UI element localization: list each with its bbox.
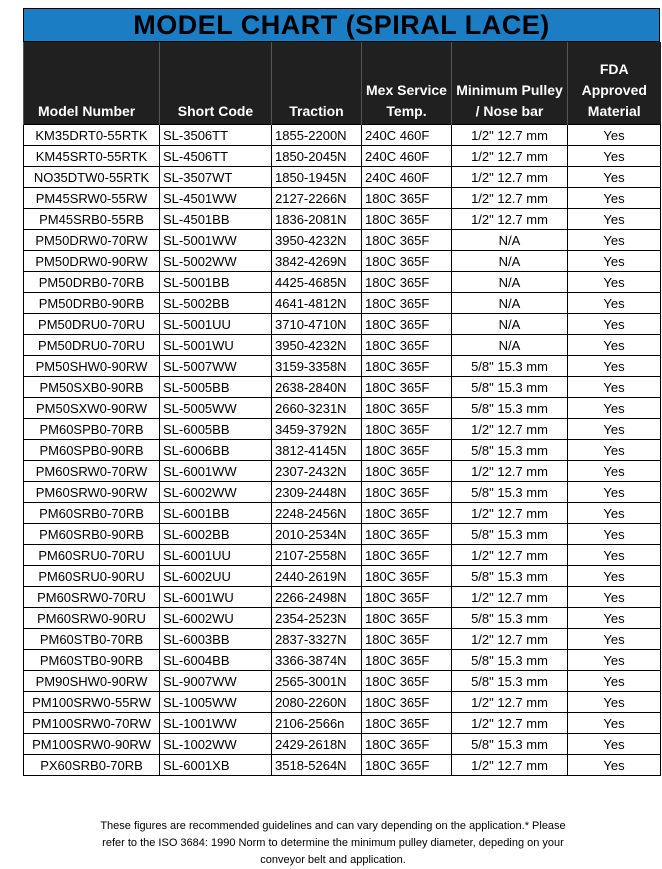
model-number-cell: PM100SRW0-70RW [24,713,160,734]
minimum-pulley-cell: 5/8" 15.3 mm [452,440,568,461]
traction-cell: 2309-2448N [272,482,362,503]
short-code-cell: SL-6001WU [160,587,272,608]
minimum-pulley-cell: N/A [452,293,568,314]
model-number-cell: PM50DRB0-90RB [24,293,160,314]
short-code-cell: SL-3507WT [160,167,272,188]
traction-cell: 3710-4710N [272,314,362,335]
service-temp-cell: 180C 365F [362,419,452,440]
model-number-cell: PM50SXB0-90RB [24,377,160,398]
traction-cell: 3950-4232N [272,335,362,356]
minimum-pulley-cell: 5/8" 15.3 mm [452,608,568,629]
service-temp-cell: 180C 365F [362,650,452,671]
fda-approved-cell: Yes [568,188,661,209]
model-number-cell: PM50DRW0-90RW [24,251,160,272]
header-minimum-pulley: Minimum Pulley / Nose bar [452,42,568,125]
minimum-pulley-cell: N/A [452,314,568,335]
service-temp-cell: 180C 365F [362,251,452,272]
traction-cell: 2248-2456N [272,503,362,524]
model-number-cell: PM60SRU0-70RU [24,545,160,566]
table-row [24,188,661,209]
traction-cell: 4641-4812N [272,293,362,314]
table-row [24,272,661,293]
service-temp-cell: 180C 365F [362,524,452,545]
short-code-cell: SL-6001XB [160,755,272,776]
short-code-cell: SL-6001WW [160,461,272,482]
table-row [24,566,661,587]
table-row [24,377,661,398]
table-row [24,230,661,251]
table-row [24,419,661,440]
table-header-row [24,42,661,125]
minimum-pulley-cell: N/A [452,251,568,272]
minimum-pulley-cell: 5/8" 15.3 mm [452,482,568,503]
model-number-cell: PM45SRW0-55RW [24,188,160,209]
short-code-cell: SL-6002WU [160,608,272,629]
model-number-cell: PM60SRB0-90RB [24,524,160,545]
fda-approved-cell: Yes [568,125,661,146]
short-code-cell: SL-5007WW [160,356,272,377]
model-number-cell: KM45SRT0-55RTK [24,146,160,167]
minimum-pulley-cell: N/A [452,272,568,293]
service-temp-cell: 180C 365F [362,314,452,335]
service-temp-cell: 180C 365F [362,377,452,398]
short-code-cell: SL-6002UU [160,566,272,587]
table-row [24,629,661,650]
traction-cell: 1850-2045N [272,146,362,167]
traction-cell: 1836-2081N [272,209,362,230]
traction-cell: 1850-1945N [272,167,362,188]
fda-approved-cell: Yes [568,608,661,629]
table-row [24,356,661,377]
table-body [24,125,661,776]
fda-approved-cell: Yes [568,461,661,482]
short-code-cell: SL-9007WW [160,671,272,692]
minimum-pulley-cell: N/A [452,230,568,251]
table-row [24,524,661,545]
header-model-number: Model Number [24,42,160,125]
traction-cell: 2354-2523N [272,608,362,629]
table-row [24,167,661,188]
short-code-cell: SL-5001WU [160,335,272,356]
table-row [24,650,661,671]
fda-approved-cell: Yes [568,755,661,776]
fda-approved-cell: Yes [568,314,661,335]
minimum-pulley-cell: 5/8" 15.3 mm [452,566,568,587]
model-number-cell: PM60SRB0-70RB [24,503,160,524]
minimum-pulley-cell: 5/8" 15.3 mm [452,356,568,377]
footnote-line: conveyor belt and application. [260,854,406,866]
fda-approved-cell: Yes [568,146,661,167]
traction-cell: 2127-2266N [272,188,362,209]
traction-cell: 2440-2619N [272,566,362,587]
fda-approved-cell: Yes [568,419,661,440]
minimum-pulley-cell: 1/2" 12.7 mm [452,146,568,167]
model-number-cell: PX60SRB0-70RB [24,755,160,776]
fda-approved-cell: Yes [568,377,661,398]
short-code-cell: SL-1005WW [160,692,272,713]
fda-approved-cell: Yes [568,251,661,272]
short-code-cell: SL-6003BB [160,629,272,650]
service-temp-cell: 180C 365F [362,713,452,734]
traction-cell: 2565-3001N [272,671,362,692]
minimum-pulley-cell: 5/8" 15.3 mm [452,398,568,419]
short-code-cell: SL-6002WW [160,482,272,503]
minimum-pulley-cell: 1/2" 12.7 mm [452,419,568,440]
model-number-cell: KM35DRT0-55RTK [24,125,160,146]
short-code-cell: SL-4501WW [160,188,272,209]
service-temp-cell: 180C 365F [362,356,452,377]
traction-cell: 2010-2534N [272,524,362,545]
service-temp-cell: 180C 365F [362,461,452,482]
service-temp-cell: 180C 365F [362,755,452,776]
service-temp-cell: 180C 365F [362,734,452,755]
minimum-pulley-cell: 1/2" 12.7 mm [452,461,568,482]
model-number-cell: PM60SPB0-90RB [24,440,160,461]
fda-approved-cell: Yes [568,734,661,755]
short-code-cell: SL-6001UU [160,545,272,566]
footnote-line: refer to the ISO 3684: 1990 Norm to determine the minimum pulley diameter, depeding on your [102,837,564,849]
traction-cell: 3159-3358N [272,356,362,377]
minimum-pulley-cell: 5/8" 15.3 mm [452,671,568,692]
header-traction: Traction [272,42,362,125]
table-row [24,503,661,524]
minimum-pulley-cell: 1/2" 12.7 mm [452,587,568,608]
page-title: MODEL CHART (SPIRAL LACE) [23,8,660,42]
model-number-cell: PM60SRU0-90RU [24,566,160,587]
traction-cell: 2837-3327N [272,629,362,650]
traction-cell: 3366-3874N [272,650,362,671]
service-temp-cell: 180C 365F [362,188,452,209]
traction-cell: 2080-2260N [272,692,362,713]
minimum-pulley-cell: 1/2" 12.7 mm [452,125,568,146]
traction-cell: 2429-2618N [272,734,362,755]
model-number-cell: PM50DRB0-70RB [24,272,160,293]
fda-approved-cell: Yes [568,356,661,377]
short-code-cell: SL-6004BB [160,650,272,671]
model-number-cell: PM60SRW0-90RU [24,608,160,629]
model-number-cell: PM60SRW0-90RW [24,482,160,503]
table-row [24,545,661,566]
fda-approved-cell: Yes [568,167,661,188]
table-row [24,293,661,314]
footnote [28,818,638,869]
service-temp-cell: 180C 365F [362,293,452,314]
fda-approved-cell: Yes [568,713,661,734]
fda-approved-cell: Yes [568,272,661,293]
model-number-cell: PM60STB0-90RB [24,650,160,671]
short-code-cell: SL-6006BB [160,440,272,461]
short-code-cell: SL-1002WW [160,734,272,755]
fda-approved-cell: Yes [568,692,661,713]
model-number-cell: PM50DRW0-70RW [24,230,160,251]
minimum-pulley-cell: 5/8" 15.3 mm [452,650,568,671]
model-number-cell: PM90SHW0-90RW [24,671,160,692]
service-temp-cell: 180C 365F [362,566,452,587]
service-temp-cell: 180C 365F [362,503,452,524]
traction-cell: 3950-4232N [272,230,362,251]
model-number-cell: PM50DRU0-70RU [24,335,160,356]
model-number-cell: PM45SRB0-55RB [24,209,160,230]
service-temp-cell: 240C 460F [362,167,452,188]
minimum-pulley-cell: 5/8" 15.3 mm [452,734,568,755]
fda-approved-cell: Yes [568,503,661,524]
fda-approved-cell: Yes [568,629,661,650]
header-service-temp: Mex Service Temp. [362,42,452,125]
table-row [24,734,661,755]
fda-approved-cell: Yes [568,440,661,461]
header-fda-approved: FDA Approved Material [568,42,661,125]
minimum-pulley-cell: 1/2" 12.7 mm [452,188,568,209]
minimum-pulley-cell: 1/2" 12.7 mm [452,167,568,188]
short-code-cell: SL-1001WW [160,713,272,734]
minimum-pulley-cell: 1/2" 12.7 mm [452,629,568,650]
model-number-cell: PM50SXW0-90RW [24,398,160,419]
service-temp-cell: 180C 365F [362,671,452,692]
short-code-cell: SL-5002BB [160,293,272,314]
service-temp-cell: 180C 365F [362,692,452,713]
model-number-cell: PM50SHW0-90RW [24,356,160,377]
traction-cell: 2307-2432N [272,461,362,482]
service-temp-cell: 180C 365F [362,272,452,293]
service-temp-cell: 180C 365F [362,482,452,503]
traction-cell: 3459-3792N [272,419,362,440]
table-row [24,125,661,146]
traction-cell: 2107-2558N [272,545,362,566]
model-number-cell: PM60SRW0-70RW [24,461,160,482]
fda-approved-cell: Yes [568,230,661,251]
traction-cell: 3518-5264N [272,755,362,776]
traction-cell: 4425-4685N [272,272,362,293]
short-code-cell: SL-3506TT [160,125,272,146]
table-row [24,461,661,482]
service-temp-cell: 180C 365F [362,587,452,608]
service-temp-cell: 180C 365F [362,440,452,461]
model-number-cell: PM60SRW0-70RU [24,587,160,608]
table-row [24,314,661,335]
short-code-cell: SL-5001UU [160,314,272,335]
table-row [24,482,661,503]
service-temp-cell: 180C 365F [362,545,452,566]
service-temp-cell: 240C 460F [362,125,452,146]
minimum-pulley-cell: N/A [452,335,568,356]
minimum-pulley-cell: 1/2" 12.7 mm [452,545,568,566]
short-code-cell: SL-6002BB [160,524,272,545]
model-number-cell: NO35DTW0-55RTK [24,167,160,188]
traction-cell: 2266-2498N [272,587,362,608]
service-temp-cell: 180C 365F [362,209,452,230]
table-row [24,335,661,356]
fda-approved-cell: Yes [568,293,661,314]
fda-approved-cell: Yes [568,545,661,566]
table-row [24,713,661,734]
model-number-cell: PM60STB0-70RB [24,629,160,650]
header-short-code: Short Code [160,42,272,125]
minimum-pulley-cell: 5/8" 15.3 mm [452,524,568,545]
minimum-pulley-cell: 1/2" 12.7 mm [452,209,568,230]
model-number-cell: PM100SRW0-90RW [24,734,160,755]
table-row [24,209,661,230]
table-row [24,692,661,713]
service-temp-cell: 180C 365F [362,398,452,419]
minimum-pulley-cell: 1/2" 12.7 mm [452,692,568,713]
fda-approved-cell: Yes [568,566,661,587]
traction-cell: 3842-4269N [272,251,362,272]
short-code-cell: SL-6005BB [160,419,272,440]
model-number-cell: PM60SPB0-70RB [24,419,160,440]
traction-cell: 3812-4145N [272,440,362,461]
table-row [24,608,661,629]
minimum-pulley-cell: 1/2" 12.7 mm [452,503,568,524]
short-code-cell: SL-6001BB [160,503,272,524]
traction-cell: 2638-2840N [272,377,362,398]
short-code-cell: SL-5005BB [160,377,272,398]
table-row [24,671,661,692]
fda-approved-cell: Yes [568,482,661,503]
service-temp-cell: 180C 365F [362,230,452,251]
minimum-pulley-cell: 5/8" 15.3 mm [452,377,568,398]
fda-approved-cell: Yes [568,587,661,608]
traction-cell: 2660-3231N [272,398,362,419]
short-code-cell: SL-5002WW [160,251,272,272]
traction-cell: 2106-2566n [272,713,362,734]
service-temp-cell: 180C 365F [362,608,452,629]
fda-approved-cell: Yes [568,524,661,545]
service-temp-cell: 240C 460F [362,146,452,167]
model-chart-table [23,42,661,776]
footnote-line: These figures are recommended guidelines and can vary depending on the application.* Please [100,820,566,832]
service-temp-cell: 180C 365F [362,629,452,650]
table-row [24,146,661,167]
short-code-cell: SL-4501BB [160,209,272,230]
traction-cell: 1855-2200N [272,125,362,146]
fda-approved-cell: Yes [568,335,661,356]
short-code-cell: SL-5001WW [160,230,272,251]
table-row [24,398,661,419]
fda-approved-cell: Yes [568,398,661,419]
model-number-cell: PM50DRU0-70RU [24,314,160,335]
short-code-cell: SL-5001BB [160,272,272,293]
fda-approved-cell: Yes [568,650,661,671]
service-temp-cell: 180C 365F [362,335,452,356]
minimum-pulley-cell: 1/2" 12.7 mm [452,713,568,734]
minimum-pulley-cell: 1/2" 12.7 mm [452,755,568,776]
model-number-cell: PM100SRW0-55RW [24,692,160,713]
short-code-cell: SL-5005WW [160,398,272,419]
fda-approved-cell: Yes [568,671,661,692]
short-code-cell: SL-4506TT [160,146,272,167]
table-row [24,440,661,461]
fda-approved-cell: Yes [568,209,661,230]
table-row [24,587,661,608]
table-row [24,251,661,272]
table-row [24,755,661,776]
